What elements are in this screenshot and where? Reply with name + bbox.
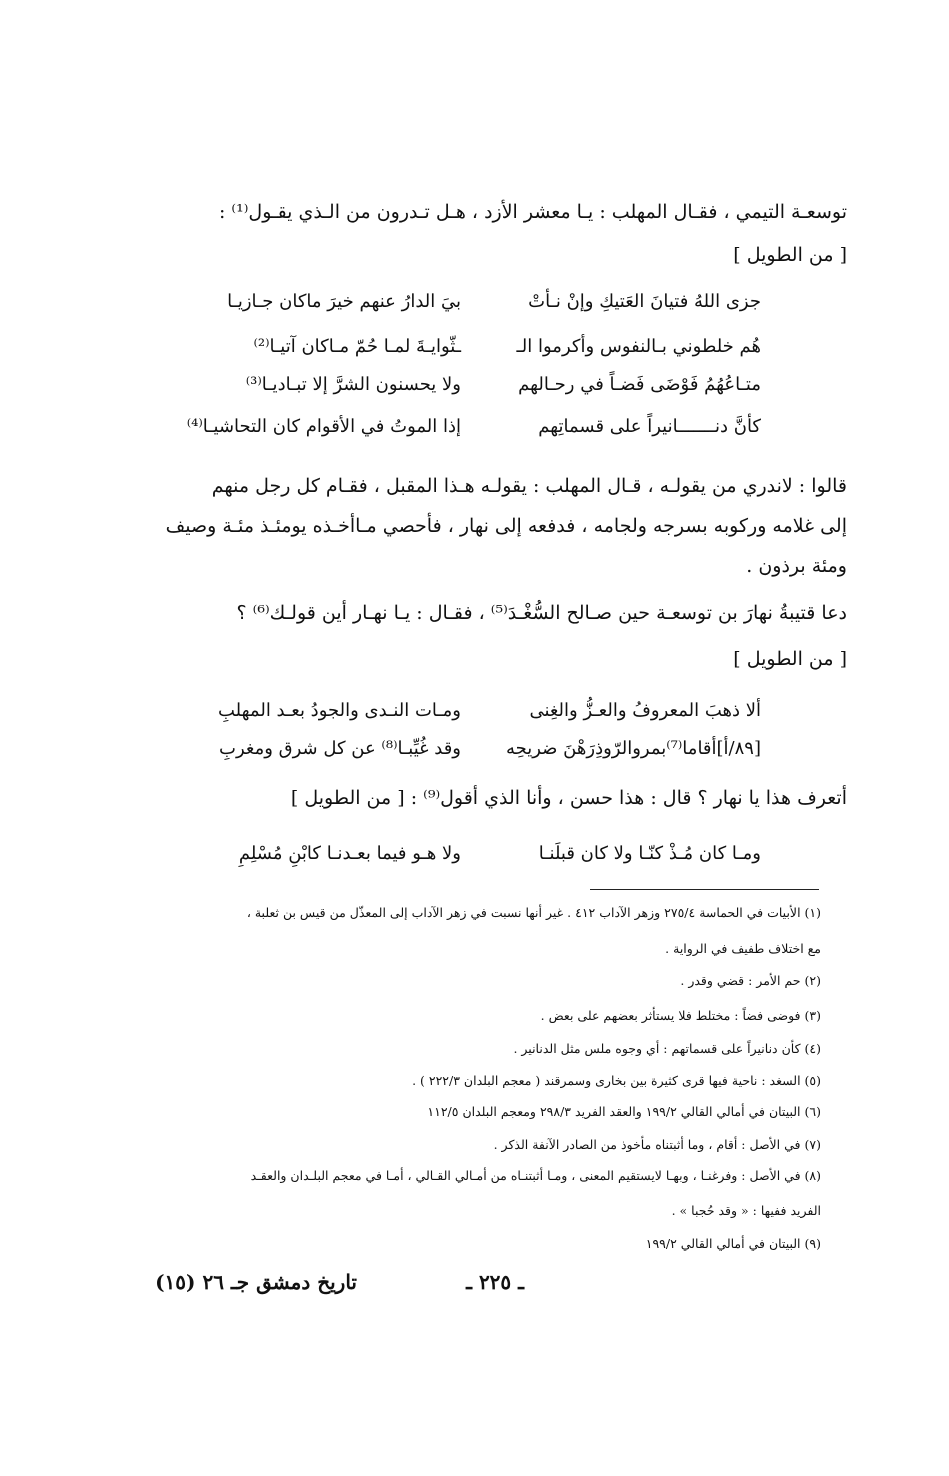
verse-second-hemistich: ولا يحسنون الشرَّ إلا تبـاديـا⁽³⁾: [245, 374, 461, 395]
verse-second-hemistich: وقد غُيِّبـا⁽⁸⁾ عن كل شرق ومغربِ: [219, 738, 461, 759]
footnote: (٨) في الأصل : وفرغنـا ، وبهـا لايستقيم المعنى ، ومـا أثبتنـاه من أمـالي القـالي ، أمـا في معجم البلـدان والعقـد: [250, 1168, 821, 1183]
footnote-divider: [590, 889, 819, 890]
verse-first-hemistich: متـاعُهُمُ فَوْضَى فَضـاً في رحـالهم: [518, 374, 761, 395]
paragraph-qutayba: دعا قتيبةُ نهارَ بن توسعـة حين صـالح السُّغْـدَ⁽⁵⁾ ، فقـال : يـا نهـار أين قولـك⁽⁶⁾ ؟: [236, 602, 847, 624]
footnote: (٩) البيتان في أمالي القالي ١٩٩/٢: [645, 1236, 821, 1251]
paragraph-line: قالوا : لاندري من يقولـه ، قـال المهلب : يقولـه هـذا المقبل ، فقـام كل رجل منهم: [211, 475, 847, 497]
meter-label: [ من الطويل ]: [733, 648, 847, 670]
verse-second-hemistich: بيَ الدارُ عنهم خيرَ ماكان جـازيـا: [227, 291, 461, 312]
paragraph-intro: توسعـة التيمي ، فقـال المهلب : يـا معشر الأزد ، هـل تـدرون من الـذي يقـول⁽¹⁾ :: [218, 201, 847, 223]
paragraph-line: إلى غلامه وركوبه بسرجه ولجامه ، فدفعه إلى نهار ، فأحصي مـاأخـذه يومئـذ مئـة وصيف: [165, 515, 847, 537]
footnote: (٤) كأن دنانيراً على قسماتهم : أي وجوه ملس مثل الدنانير .: [513, 1041, 821, 1056]
book-title-footer: تاريخ دمشق جـ ٢٦ (١٥): [155, 1270, 357, 1294]
paragraph-nahar: أتعرف هذا يا نهار ؟ قال : هذا حسن ، وأنا الذي أقول⁽⁹⁾ : [ من الطويل ]: [290, 787, 847, 809]
footnote: (٦) البيتان في أمالي القالي ١٩٩/٢ والعقد الفريد ٢٩٨/٣ ومعجم البلدان ١١٢/٥: [427, 1104, 821, 1119]
verse-first-hemistich: ألا ذهبَ المعروفُ والعـزُّ والغِنى: [529, 700, 761, 721]
verse-second-hemistich: ومـات النـدى والجودُ بعـد المهلبِ: [218, 700, 461, 721]
paragraph-line: ومئة برذون .: [746, 555, 847, 577]
verse-first-hemistich: جزى اللهُ فتيانَ العَتيكِ وإنْ نـأتْ: [528, 291, 761, 312]
verse-second-hemistich: إذا الموتُ في الأقوام كان التحاشيـا⁽⁴⁾: [186, 416, 461, 437]
verse-first-hemistich: هُم خلطوني بـالنفوس وأكرموا الـ: [516, 336, 761, 357]
verse-first-hemistich: كأنَّ دنـــــــانيراً على قسماتِهم: [538, 416, 761, 437]
verse-first-hemistich: ومـا كان مُـذْ كنّـا ولا كان قبلَنـا: [538, 843, 761, 864]
footnote: مع اختلاف طفيف في الرواية .: [665, 941, 821, 956]
verse-first-hemistich: [٨٩/أ]أقاما⁽⁷⁾بمروالرّوذِرَهْنَ ضريحِه: [505, 738, 761, 759]
footnote: (١) الأبيات في الحماسة ٢٧٥/٤ وزهر الآداب ٤١٢ . غير أنها نسبت في زهر الآداب إلى المعذّل من قيس بن ثعلبة ،: [246, 905, 821, 920]
verse-second-hemistich: ـثّوايـةَ لمـا حُمّ مـاكان آتيـا⁽²⁾: [253, 336, 461, 357]
footnote: (٥) السغد : ناحية فيها قرى كثيرة بين بخارى وسمرقند ( معجم البلدان ٢٢٢/٣ ) .: [412, 1073, 821, 1088]
footnote: (٣) فوضى فضاً : مختلط فلا يستأثر بعضهم على بعض .: [540, 1008, 821, 1023]
verse-second-hemistich: ولا هـو فيما بعـدنـا كابْنِ مُسْلِمِ: [238, 843, 461, 864]
footnote: (٧) في الأصل : أقام ، وما أثبتناه مأخوذ من الصادر الآنفة الذكر .: [493, 1137, 821, 1152]
meter-label: [ من الطويل ]: [733, 244, 847, 266]
page-number: ـ ٢٢٥ ـ: [466, 1270, 524, 1294]
footnote: (٢) حم الأمر : قضي وقدر .: [680, 973, 821, 988]
footnote: الفريد ففيها : « وقد حُجبا » .: [671, 1203, 821, 1218]
